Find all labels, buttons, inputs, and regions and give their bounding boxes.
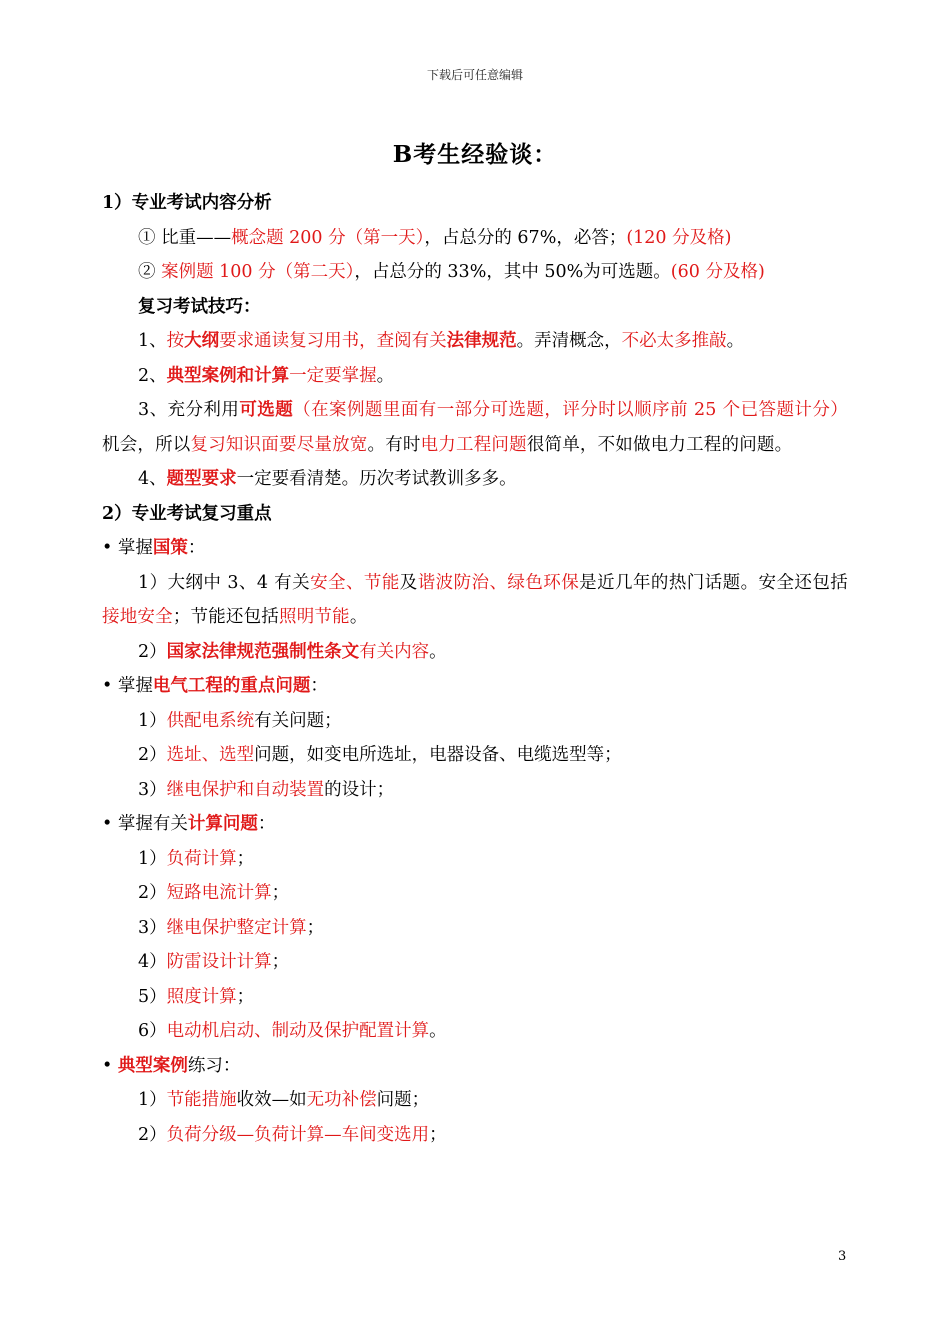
highlight: 要求通读复习用书，查阅有关: [219, 331, 447, 351]
text: 1）: [138, 848, 167, 869]
weight-line-case: [102, 255, 848, 290]
highlight: (120 分及格): [626, 227, 732, 248]
tip-1: [102, 324, 848, 359]
text: 。: [429, 641, 447, 662]
text: 。: [429, 1021, 447, 1041]
highlight: 防雷设计计算: [166, 952, 272, 972]
highlight-bold: 典型案例: [117, 1055, 188, 1076]
highlight: 供配电系统: [166, 710, 255, 731]
calc-item-3: [102, 911, 848, 946]
bullet-calculations: [102, 807, 848, 842]
bullet-case-practice: [102, 1049, 848, 1084]
text: ；: [306, 917, 325, 938]
highlight: 安全、节能: [310, 572, 400, 593]
text: 2）: [138, 745, 167, 765]
skills-heading: 复习考试技巧：: [138, 296, 261, 317]
highlight-bold: 法律规范: [446, 331, 517, 351]
highlight: 短路电流计算: [166, 883, 272, 903]
highlight-bold: 大纲: [184, 331, 220, 351]
text: • 掌握有关: [102, 814, 188, 834]
page-title: B考生经验谈：: [392, 141, 558, 168]
text: 是近几年的热门话题。安全还包括: [579, 572, 849, 593]
highlight-bold: 电气工程的重点问题: [152, 676, 311, 696]
text: ，占总分的 67%，必答；: [424, 227, 627, 248]
highlight-bold: 国家法律规范强制性条文: [166, 641, 360, 662]
text: ；: [271, 883, 290, 903]
policy-item-1: [102, 566, 848, 635]
text: •: [102, 1055, 118, 1076]
highlight-bold: 题型要求: [166, 469, 237, 489]
calc-item-6: [102, 1014, 848, 1049]
text: 练习：: [187, 1055, 241, 1076]
text: 机会，所以: [102, 434, 191, 455]
text: 很简单，不如做电力工程的问题。: [526, 434, 793, 455]
highlight: 负荷分级—负荷计算—车间变选用: [166, 1124, 430, 1145]
bullet-key-issues: [102, 669, 848, 704]
tip-3: [102, 393, 848, 462]
text: ②: [138, 262, 162, 282]
calc-item-2: [102, 876, 848, 911]
case-item-1: [102, 1083, 848, 1118]
document-body: [102, 186, 848, 1152]
text: ① 比重——: [138, 227, 232, 248]
text: 问题；: [376, 1090, 430, 1110]
text: 问题，如变电所选址，电器设备、电缆选型等；: [254, 745, 622, 765]
text: 5）: [138, 986, 167, 1007]
text: 2）: [138, 883, 167, 903]
text: 。有时: [367, 434, 421, 455]
text: ；: [271, 952, 290, 972]
calc-item-1: [102, 842, 848, 877]
text: 有关问题；: [254, 710, 342, 731]
text: 及: [399, 572, 418, 593]
highlight: 不必太多推敲: [621, 331, 727, 351]
calc-item-4: [102, 945, 848, 980]
highlight: 电力工程问题: [420, 434, 527, 455]
text: ；节能还包括: [172, 607, 280, 627]
highlight-bold: 典型案例和计算: [166, 365, 290, 386]
key-issue-1: [102, 704, 848, 739]
section-heading-2: 2）专业考试复习重点: [102, 503, 272, 524]
highlight-bold: 国策: [152, 538, 188, 558]
text: 2）: [138, 1124, 167, 1145]
page-number: 3: [838, 1249, 847, 1264]
text: 2、: [138, 365, 167, 386]
text: 6）: [138, 1021, 167, 1041]
bullet-policy: [102, 531, 848, 566]
highlight: 一定要掌握: [289, 365, 377, 386]
text: 。: [726, 331, 745, 351]
highlight: 接地安全: [102, 607, 173, 627]
text: ；: [236, 848, 255, 869]
highlight: 按: [166, 331, 185, 351]
highlight: 节能措施: [166, 1090, 237, 1110]
section-heading-1: 1）专业考试内容分析: [102, 193, 272, 213]
text: 。: [349, 607, 368, 627]
text: 3）: [138, 917, 167, 938]
text: 1）大纲中 3、4 有关: [138, 572, 311, 593]
highlight: 案例题 100 分（第二天）: [161, 262, 355, 282]
key-issue-3: [102, 773, 848, 808]
text: 1）: [138, 1090, 167, 1110]
tip-4: [102, 462, 848, 497]
text: 4、: [138, 469, 167, 489]
text: • 掌握: [102, 538, 153, 558]
highlight: (60 分及格): [670, 262, 765, 282]
text: 1）: [138, 710, 167, 731]
text: 的设计；: [324, 779, 395, 800]
text: 1、: [138, 331, 167, 351]
highlight: 复习知识面要尽量放宽: [190, 434, 368, 455]
text: 3、充分利用: [138, 400, 240, 420]
case-item-2: [102, 1118, 848, 1153]
highlight: 无功补偿: [306, 1090, 377, 1110]
highlight: 照度计算: [166, 986, 237, 1007]
highlight-bold: 可选题: [239, 400, 294, 420]
highlight: 继电保护和自动装置: [166, 779, 325, 800]
text: 2）: [138, 641, 167, 662]
highlight: 负荷计算: [166, 848, 237, 869]
tip-2: [102, 359, 848, 394]
highlight: 照明节能: [279, 607, 350, 627]
text: 3）: [138, 779, 167, 800]
highlight: 谐波防治、绿色环保: [417, 572, 580, 593]
page-header: 下载后可任意编辑: [426, 68, 523, 82]
key-issue-2: [102, 738, 848, 773]
text: ，占总分的 33%，其中 50%为可选题。: [354, 262, 671, 282]
text: 。: [376, 365, 395, 386]
highlight: （在案例题里面有一部分可选题，评分时以顺序前 25 个已答题计分）: [293, 400, 848, 420]
text: ：: [257, 814, 276, 834]
text: 。弄清概念，: [516, 331, 622, 351]
text: ：: [187, 538, 206, 558]
calc-item-5: [102, 980, 848, 1015]
highlight: 选址、选型: [166, 745, 255, 765]
text: 一定要看清楚。历次考试教训多多。: [236, 469, 517, 489]
highlight-bold: 计算问题: [187, 814, 258, 834]
text: 收效—如: [236, 1090, 307, 1110]
highlight: 电动机启动、制动及保护配置计算: [166, 1021, 430, 1041]
text: ；: [429, 1124, 447, 1145]
highlight: 继电保护整定计算: [166, 917, 307, 938]
highlight: 概念题 200 分（第一天）: [231, 227, 425, 248]
policy-item-2: [102, 635, 848, 670]
text: 4）: [138, 952, 167, 972]
text: ；: [236, 986, 255, 1007]
text: • 掌握: [102, 676, 153, 696]
weight-line-concept: [102, 221, 848, 256]
text: ：: [310, 676, 328, 696]
highlight: 有关内容: [359, 641, 430, 662]
